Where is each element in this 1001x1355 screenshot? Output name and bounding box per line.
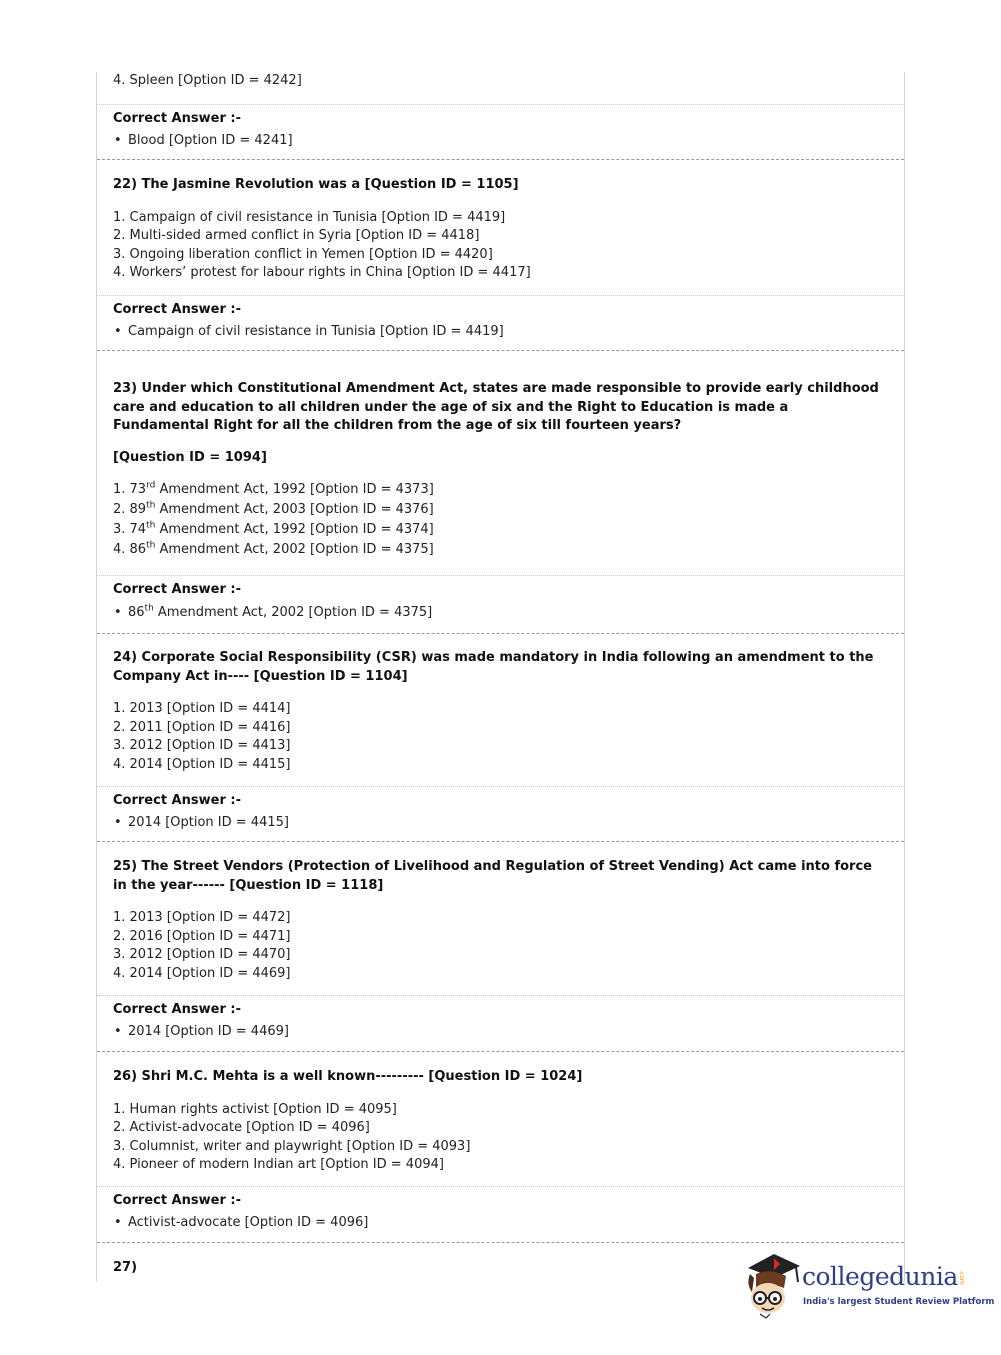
option-item: 4. 2014 [Option ID = 4469] [113, 965, 291, 981]
option-item: 1. 2013 [Option ID = 4472] [113, 910, 291, 925]
question-separator [97, 633, 904, 634]
question-separator [97, 1051, 904, 1052]
mascot-icon [740, 1248, 804, 1320]
question-text: 22) The Jasmine Revolution was a [Question ID = 1105] [113, 177, 519, 192]
question-24 [97, 649, 904, 774]
option-item: 3. 74th Amendment Act, 1992 [Option ID = 4374] [113, 520, 434, 537]
option-list [113, 480, 904, 560]
option-item: 3. 2012 [Option ID = 4413] [113, 738, 291, 753]
option-item: 1. 73rd Amendment Act, 1992 [Option ID = 4373] [113, 480, 434, 497]
question-text: 23) Under which Constitutional Amendment Act, states are made responsible to provide early childhood care and education to all children under the age of six and the Right to Education is made a Fundamental Right for all the children from the age of six till fourteen years? [113, 381, 879, 433]
option-item: 1. Human rights activist [Option ID = 4095] [113, 1101, 397, 1117]
divider [97, 995, 904, 996]
q21-correct-answer [97, 110, 904, 150]
logo-tagline: India's largest Student Review Platform [803, 1297, 995, 1307]
question-separator [97, 1242, 904, 1243]
correct-answer-label: Correct Answer :- [113, 302, 241, 317]
option-item: 3. 2012 [Option ID = 4470] [113, 947, 291, 962]
q21-options [97, 72, 904, 91]
option-item: 4. 2014 [Option ID = 4415] [113, 756, 291, 772]
option-item: 2. 2016 [Option ID = 4471] [113, 928, 291, 944]
correct-answer-label: Correct Answer :- [113, 793, 241, 808]
option-item: 3. Columnist, writer and playwright [Option ID = 4093] [113, 1138, 471, 1154]
question-text: 25) The Street Vendors (Protection of Livelihood and Regulation of Street Vending) Act came into force in the year------ [Question ID = 1118] [113, 859, 872, 893]
correct-answer-value: • Blood [Option ID = 4241] [114, 133, 293, 148]
option-item: 1. 2013 [Option ID = 4414] [113, 701, 291, 716]
option-item: 2. Multi-sided armed conflict in Syria [Option ID = 4418] [113, 228, 480, 243]
bullet-icon: • [114, 133, 122, 148]
correct-answer-value: • Campaign of civil resistance in Tunisia [Option ID = 4419] [114, 324, 504, 339]
logo-suffix: .com [958, 1270, 965, 1285]
q22-correct-answer [97, 301, 904, 341]
correct-answer-value: • Activist-advocate [Option ID = 4096] [114, 1215, 369, 1230]
correct-answer-value: • 2014 [Option ID = 4415] [114, 815, 289, 830]
correct-answer-label: Correct Answer :- [113, 1002, 241, 1017]
option-item: 4. Workers’ protest for labour rights in China [Option ID = 4417] [113, 265, 531, 280]
question-paper-frame [96, 72, 905, 1282]
q25-correct-answer [97, 1001, 904, 1041]
option-item: 4. Pioneer of modern Indian art [Option ID = 4094] [113, 1157, 444, 1172]
divider [97, 104, 904, 105]
question-separator [97, 159, 904, 160]
question-26 [97, 1068, 904, 1175]
option-list [113, 700, 904, 774]
logo-wordmark: collegedunia [802, 1262, 958, 1291]
question-text: 26) Shri M.C. Mehta is a well known--------- [Question ID = 1024] [113, 1069, 583, 1084]
bullet-icon: • [114, 324, 122, 339]
option-list [113, 909, 904, 983]
option-item: 1. Campaign of civil resistance in Tunisia [Option ID = 4419] [113, 209, 506, 225]
question-22 [97, 176, 904, 283]
question-separator [97, 350, 904, 351]
bullet-icon: • [114, 815, 122, 830]
option-item: 3. Ongoing liberation conflict in Yemen [Option ID = 4420] [113, 246, 493, 262]
option-item: 2. Activist-advocate [Option ID = 4096] [113, 1120, 370, 1135]
option-list [113, 209, 904, 283]
divider [97, 1186, 904, 1187]
question-text: 24) Corporate Social Responsibility (CSR) was made mandatory in India following an amendment to the Company Act in---- [Question ID = 1104] [113, 650, 874, 684]
q26-correct-answer [97, 1192, 904, 1232]
question-25 [97, 858, 904, 983]
question-number: 27) [113, 1260, 138, 1275]
option-item: 2. 2011 [Option ID = 4416] [113, 719, 291, 735]
question-23 [97, 380, 904, 560]
correct-answer-label: Correct Answer :- [113, 582, 241, 597]
bullet-icon: • [114, 605, 122, 620]
divider [97, 786, 904, 787]
collegedunia-logo[interactable] [740, 1248, 995, 1320]
q23-correct-answer [97, 581, 904, 622]
bullet-icon: • [114, 1024, 122, 1039]
question-id: [Question ID = 1094] [113, 449, 267, 465]
question-separator [97, 841, 904, 842]
correct-answer-value: • 86th Amendment Act, 2002 [Option ID = 4375] [114, 603, 433, 620]
option-item: 4. Spleen [Option ID = 4242] [113, 73, 302, 88]
bullet-icon: • [114, 1215, 122, 1230]
correct-answer-label: Correct Answer :- [113, 1193, 241, 1208]
correct-answer-value: • 2014 [Option ID = 4469] [114, 1024, 289, 1039]
correct-answer-label: Correct Answer :- [113, 111, 241, 126]
option-item: 4. 86th Amendment Act, 2002 [Option ID = 4375] [113, 540, 434, 557]
divider [97, 575, 904, 576]
option-item: 2. 89th Amendment Act, 2003 [Option ID = 4376] [113, 500, 434, 517]
option-list [113, 1101, 904, 1175]
divider [97, 295, 904, 296]
q24-correct-answer [97, 792, 904, 832]
